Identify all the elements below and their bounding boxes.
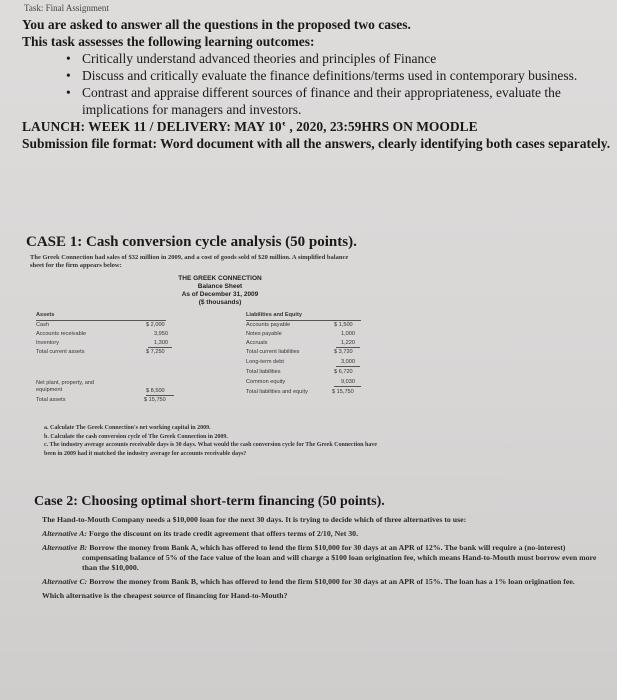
learning-outcomes-heading: This task assesses the following learning outcomes: [22,34,315,49]
alternative-text: Borrow the money from Bank B, which has offered to lend the firm $10,000 for 30 days at an APR of 15%. The loan has a 1% loan origination fee. [89,577,575,586]
asset-value: $ 2,000 [146,322,165,328]
asset-value: $ 7,250 [146,349,165,355]
liability-value: 1,220 [341,340,355,346]
alternative-a [42,529,602,539]
liabilities-header: Liabilities and Equity [246,312,302,318]
asset-label: Accounts receivable [36,331,87,337]
asset-total-rule [146,395,174,396]
asset-label: Cash [36,322,50,328]
assets-header-rule [36,320,166,321]
balance-sheet-date: As of December 31, 2009 [181,291,259,298]
liability-subtotal-rule [336,347,360,348]
case2-title: Case 2: Choosing optimal short-term financing (50 points). [34,494,385,509]
liability-label: Accruals [246,340,268,346]
intro-section [22,16,612,152]
liability-label: Accounts payable [246,322,291,328]
liability-label: Long-term debt [246,359,284,365]
task-label: Task: Final Assignment [24,3,109,13]
alternative-label: Alternative A: [42,529,87,538]
asset-value: 1,300 [154,340,168,346]
liability-label: Total current liabilities [246,349,300,355]
alternative-label: Alternative B: [42,543,88,552]
alternative-c [42,577,602,587]
outcome-item: • Critically understand advanced theories and principles of Finance [82,50,612,67]
balance-sheet-units: ($ thousands) [198,299,242,306]
case1-question: a. Calculate The Greek Connection's net working capital in 2009. [44,425,211,431]
balance-sheet-company: THE GREEK CONNECTION [178,275,262,282]
case1-question: c. The industry average accounts receivable days is 30 days. What would the cash conversion cycle for The Greek Connection have been in 2009 had it matched the industry average for accounts receivable days? [44,442,377,457]
liability-value: $ 1,500 [334,322,353,328]
instruction-line: You are asked to answer all the questions in the proposed two cases. [22,17,411,32]
liability-value: 9,030 [341,379,355,385]
liability-label: Total liabilities and equity [246,389,308,395]
balance-sheet-table [36,312,361,417]
case1-title: CASE 1: Cash conversion cycle analysis (50 points). [26,234,357,250]
liability-label: Notes payable [246,331,282,337]
asset-value: 3,950 [154,331,168,337]
case2-question: Which alternative is the cheapest source of financing for Hand-to-Mouth? [42,591,288,600]
case1-questions [44,424,379,458]
submission-format-line: Submission file format: Word document with all the answers, clearly identifying both cases separately. [22,136,611,151]
case2-intro: The Hand-to-Mouth Company needs a $10,000 loan for the next 30 days. It is trying to decide which of three alternatives to use: [42,515,467,524]
case2-body [42,515,602,605]
outcome-item: • Discuss and critically evaluate the finance definitions/terms used in contemporary business. [82,67,612,84]
liability-label: Total liabilities [246,369,281,375]
balance-sheet-header [120,275,320,307]
asset-value: $ 8,500 [146,388,165,394]
balance-sheet-title: Balance Sheet [197,283,243,290]
assets-header: Assets [36,312,55,318]
learning-outcomes-list [22,50,612,118]
asset-subtotal-rule [148,347,172,348]
liability-rule [336,366,360,367]
case1-question: b. Calculate the cash conversion cycle of The Greek Connection in 2009. [44,433,228,440]
liability-label: Common equity [246,379,286,385]
launch-delivery-line: LAUNCH: WEEK 11 / DELIVERY: MAY 10ʽ , 2020, 23:59HRS ON MOODLE [22,119,478,134]
outcome-item: • Contrast and appraise different sources of finance and their appropriateness, evaluate the implications for managers and investors. [82,84,612,118]
alternative-label: Alternative C: [42,577,88,586]
liability-value: $ 6,720 [334,369,353,375]
case1-intro: The Greek Connection had sales of $32 million in 2009, and a cost of goods sold of $20 million. A simplified balance sheet for the firm appears below: [30,254,349,269]
alternative-text: Borrow the money from Bank A, which has offered to lend the firm $10,000 for 30 days at an APR of 12%. The bank will require a (no-interest) compensating balance of 5% of the face value of the loan and will charge a $100 loan origination fee, which means Hand-to-Mouth must borrow even more than the $10,000. [82,543,597,572]
asset-label: Inventory [36,340,60,346]
asset-value: $ 15,750 [144,397,166,403]
asset-label: Total current assets [36,349,85,355]
liability-value: 3,000 [341,359,355,365]
asset-label: Net plant, property, and equipment [36,380,95,393]
asset-label: Total assets [36,397,66,403]
liability-value: $ 3,720 [334,349,353,355]
alternative-text: Forgo the discount on its trade credit agreement that offers terms of 2/10, Net 30. [88,529,359,538]
alternative-b [42,543,602,573]
liability-value: $ 15,750 [332,389,354,395]
liability-value: 1,000 [341,331,355,337]
liability-total-rule [334,386,361,387]
liabilities-header-rule [246,320,361,321]
